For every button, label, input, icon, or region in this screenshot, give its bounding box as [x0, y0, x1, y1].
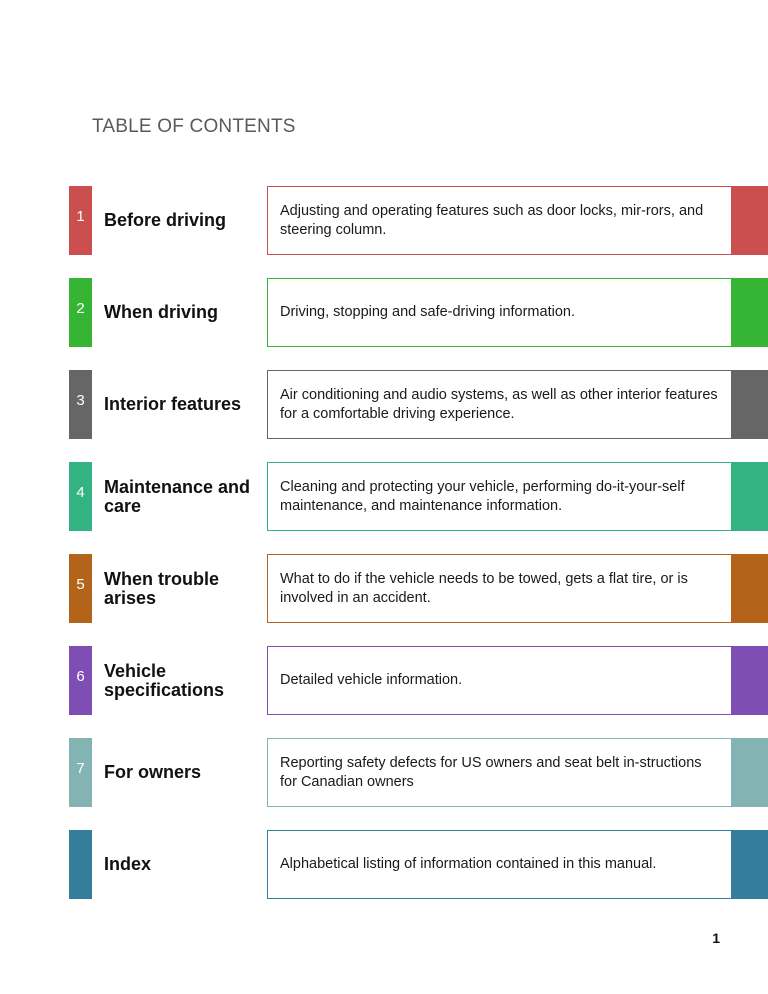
section-row-index[interactable] [0, 830, 768, 899]
side-color-tab [731, 186, 768, 255]
side-color-tab [731, 738, 768, 807]
section-title[interactable]: When trouble arises [104, 568, 219, 608]
section-description-box [267, 554, 732, 623]
section-number-tab [69, 278, 92, 347]
section-description: Air conditioning and audio systems, as well as other interior features for a comfortable driving experience. [280, 386, 718, 422]
section-number: 7 [76, 760, 85, 777]
section-row-7[interactable] [0, 738, 768, 807]
page-number: 1 [712, 930, 720, 946]
section-title[interactable]: When driving [104, 302, 218, 322]
side-color-tab [731, 370, 768, 439]
side-color-tab [731, 830, 768, 899]
side-color-tab [731, 462, 768, 531]
section-row-3[interactable] [0, 370, 768, 439]
section-description-box [267, 830, 732, 899]
side-color-tab [731, 554, 768, 623]
section-title[interactable]: For owners [104, 762, 202, 782]
section-number-tab [69, 186, 92, 255]
section-title[interactable]: Vehicle specifications [104, 660, 225, 700]
section-description: Adjusting and operating features such as door locks, mir-rors, and steering column. [280, 202, 704, 238]
section-number-tab [69, 370, 92, 439]
section-number: 3 [76, 392, 85, 409]
side-color-tab [731, 646, 768, 715]
section-title[interactable]: Maintenance and care [104, 476, 251, 516]
section-number-tab [69, 462, 92, 531]
section-title[interactable]: Before driving [104, 210, 227, 230]
section-number-tab [69, 738, 92, 807]
section-number-tab [69, 646, 92, 715]
section-description: What to do if the vehicle needs to be towed, gets a flat tire, or is involved in an accident. [280, 570, 688, 606]
side-color-tab [731, 278, 768, 347]
section-row-6[interactable] [0, 646, 768, 715]
section-number: 4 [76, 484, 85, 501]
section-row-1[interactable] [0, 186, 768, 255]
section-description-box [267, 738, 732, 807]
section-description: Alphabetical listing of information contained in this manual. [280, 856, 657, 872]
section-number: 1 [76, 208, 85, 225]
section-row-4[interactable] [0, 462, 768, 531]
section-description: Reporting safety defects for US owners and seat belt in-structions for Canadian owners [280, 754, 702, 790]
section-row-2[interactable] [0, 278, 768, 347]
section-number-tab [69, 830, 92, 899]
section-number-tab [69, 554, 92, 623]
section-row-5[interactable] [0, 554, 768, 623]
section-title[interactable]: Interior features [104, 394, 242, 414]
page-title: TABLE OF CONTENTS [92, 116, 296, 137]
section-description-box [267, 370, 732, 439]
section-description: Cleaning and protecting your vehicle, performing do-it-your-self maintenance, and maintenance information. [280, 478, 685, 514]
section-number: 5 [76, 576, 85, 593]
section-description: Detailed vehicle information. [280, 672, 463, 688]
section-description-box [267, 186, 732, 255]
section-number: 6 [76, 668, 85, 685]
section-description-box [267, 646, 732, 715]
section-description-box [267, 278, 732, 347]
section-number: 2 [76, 300, 85, 317]
section-description-box [267, 462, 732, 531]
section-description: Driving, stopping and safe-driving information. [280, 304, 575, 320]
section-title[interactable]: Index [104, 854, 152, 874]
